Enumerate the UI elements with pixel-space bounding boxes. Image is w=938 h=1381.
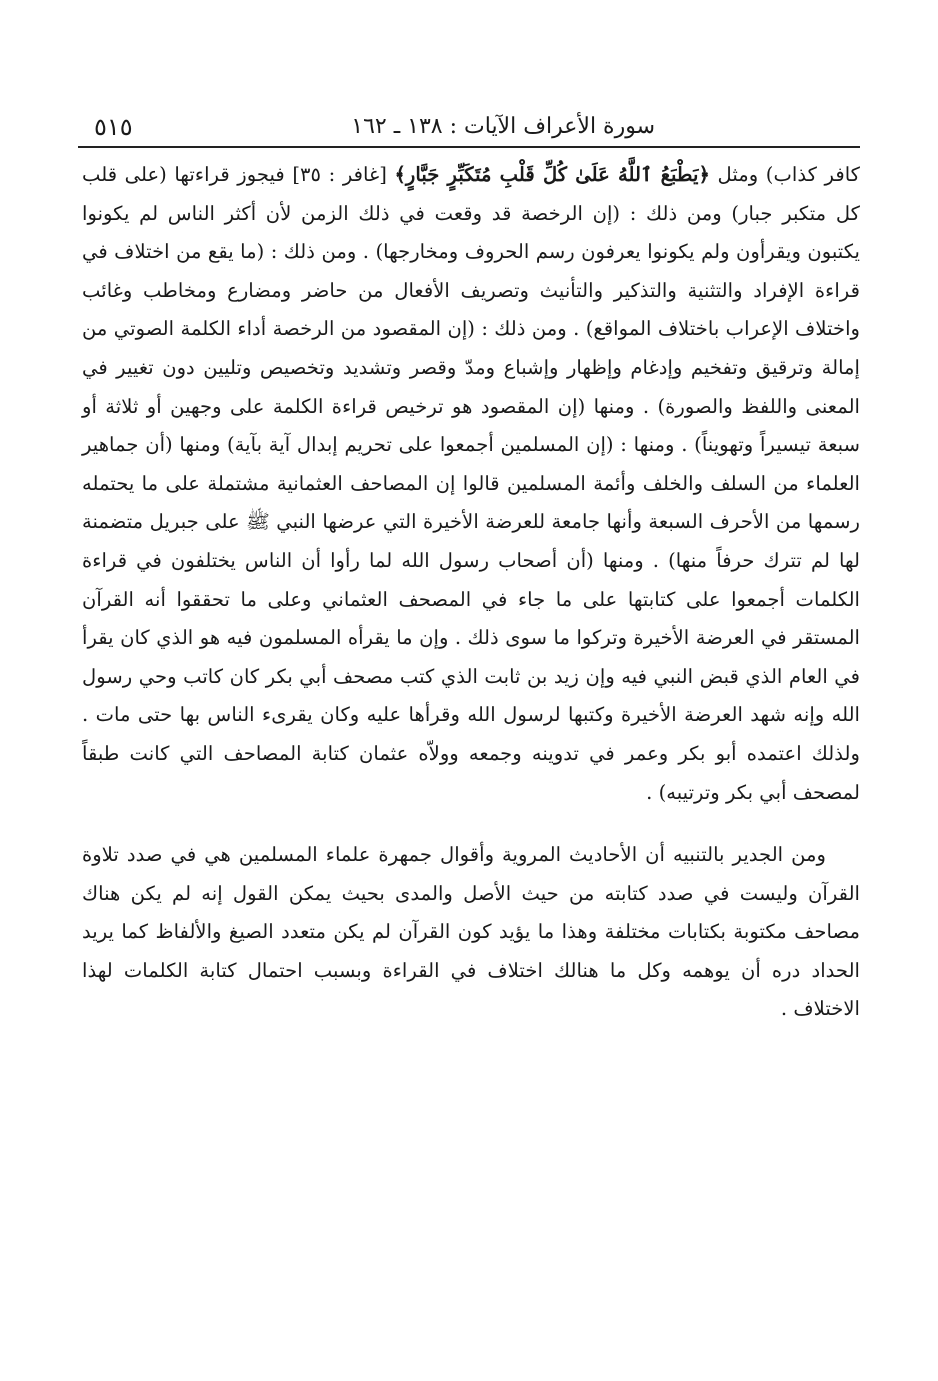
paragraph-1-text: [غافر : ٣٥] فيجوز قراءتها (على قلب كل متكبر جبار) ومن ذلك : (إن الرخصة قد وقعت في ذلك الزمن لأن أكثر الناس لم يكونوا يكتبون ويقرأون ولم يكونوا يعرفون رسم الحروف ومخارجها) . ومن ذلك : (ما يقع من اختلاف في قراءة الإفراد والتثنية والتذكير والتأنيث وتصريف الأفعال من حاضر ومضارع ومخاطب وغائب واختلاف الإعراب باختلاف المواقع) . ومن ذلك : (إن المقصود من الرخصة أداء الكلمة الصوتي من إمالة وترقيق وتفخيم وإدغام وإظهار وإشباع ومدّ وقصر وتشديد وتخصيص وتليين دون تغيير في المعنى واللفظ والصورة) . ومنها (إن المقصود هو ترخيص قراءة الكلمة على وجهين أو ثلاثة أو سبعة تيسيراً وتهويناً) . ومنها : (إن المسلمين أجمعوا على تحريم إبدال آية بآية) ومنها (أن جماهير العلماء من السلف والخلف وأئمة المسلمين قالوا إن المصاحف العثمانية مشتملة على ما يحتمله رسمها من الأحرف السبعة وأنها جامعة للعرضة الأخيرة التي عرضها النبي ﷺ على جبريل متضمنة لها لم تترك حرفاً منها) . ومنها (أن أصحاب رسول الله لما رأوا أن الناس يختلفون في قراءة الكلمات أجمعوا على كتابتها على ما جاء في المصحف العثماني وعلى ما تحققوا أنه القرآن المستقر في العرضة الأخيرة وتركوا ما سوى ذلك . وإن ما يقرأه المسلمون فيه هو الذي كان يقرأ في العام الذي قبض النبي فيه وإن زيد بن ثابت الذي كتب مصحف أبي بكر كان كاتب وحي رسول الله وإنه شهد العرضة الأخيرة وكتبها لرسول الله وقرأها عليه وكان يقرىء الناس بها حتى مات . ولذلك اعتمده أبو بكر وعمر في تدوينه وجمعه وولاّه عثمان كتابة المصاحف التي كانت طبقاً لمصحف أبي بكر وترتيبه) . — [82, 163, 860, 804]
quran-verse: ﴿يَطْبَعُ ٱللَّهُ عَلَىٰ كُلِّ قَلْبِ مُتَكَبِّرٍ جَبَّارٍ﴾ — [394, 163, 710, 186]
running-header — [80, 112, 860, 144]
paragraph-1-lead: كافر كذاب) ومثل — [709, 163, 861, 186]
header-title: سورة الأعراف الآيات : ١٣٨ ـ ١٦٢ — [351, 114, 655, 139]
paragraph-1 — [82, 156, 860, 812]
paragraph-2: ومن الجدير بالتنبيه أن الأحاديث المروية وأقوال جمهرة علماء المسلمين هي في صدد تلاوة القرآن وليست في صدد كتابته من حيث الأصل والمدى بحيث يمكن القول إنه لم يكن هناك مصاحف مكتوبة بكتابات مختلفة وهذا ما يؤيد كون القرآن لم يكن متعدد الصيغ والألفاظ كما يريد الحداد دره أن يوهمه وكل ما هنالك اختلاف في القراءة وبسبب احتمال كتابة الكلمات لهذا الاختلاف . — [82, 843, 860, 1021]
body-text — [82, 156, 860, 1029]
page-number: ٥١٥ — [94, 113, 133, 141]
header-rule — [78, 146, 860, 148]
